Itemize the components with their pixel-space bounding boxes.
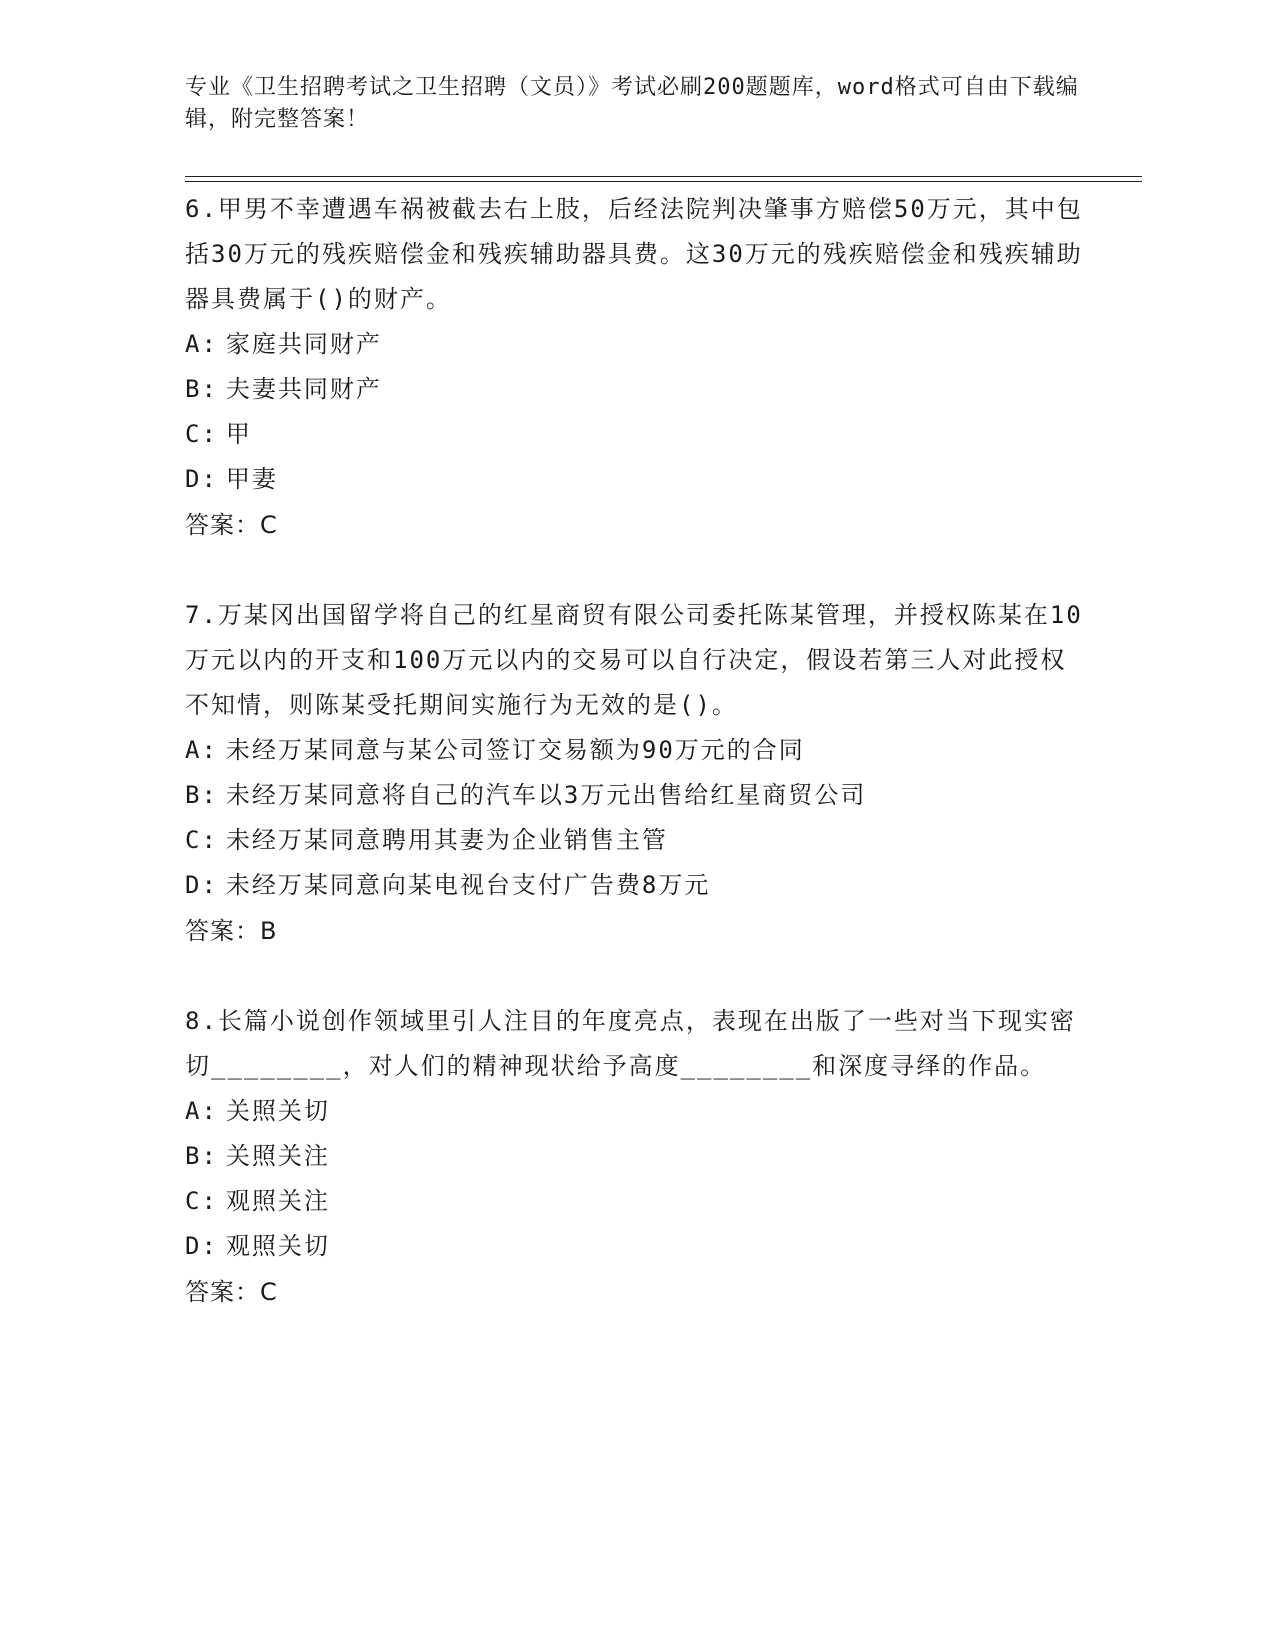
option-text: 未经万某同意聘用其妻为企业销售主管	[225, 826, 668, 854]
option-key: A:	[185, 330, 218, 358]
option-text: 夫妻共同财产	[225, 375, 382, 403]
option-text: 家庭共同财产	[225, 330, 382, 358]
option-key: C:	[185, 1187, 218, 1215]
option-key: D:	[185, 1232, 218, 1260]
option-d	[185, 457, 1085, 502]
answer-line: 答案：C	[185, 1278, 278, 1306]
option-a	[185, 728, 1085, 773]
option-key: C:	[185, 420, 218, 448]
question-stem: 8.长篇小说创作领域里引人注目的年度亮点，表现在出版了一些对当下现实密切________，对人们的精神现状给予高度________和深度寻绎的作品。	[185, 1007, 1076, 1080]
question-stem: 7.万某冈出国留学将自己的红星商贸有限公司委托陈某管理，并授权陈某在10万元以内的开支和100万元以内的交易可以自行决定，假设若第三人对此授权不知情，则陈某受托期间实施行为无效的是()。	[185, 601, 1083, 719]
option-d	[185, 1224, 1085, 1269]
option-b	[185, 1134, 1085, 1179]
question-6	[185, 187, 1085, 548]
option-text: 未经万某同意向某电视台支付广告费8万元	[225, 871, 711, 899]
option-key: A:	[185, 736, 218, 764]
option-d	[185, 863, 1085, 908]
option-b	[185, 773, 1085, 818]
option-text: 甲	[225, 420, 252, 448]
option-key: C:	[185, 826, 218, 854]
option-b	[185, 367, 1085, 412]
option-text: 观照关切	[225, 1232, 330, 1260]
header-divider-bottom	[185, 181, 1142, 182]
question-stem: 6.甲男不幸遭遇车祸被截去右上肢，后经法院判决肇事方赔偿50万元，其中包括30万元的残疾赔偿金和残疾辅助器具费。这30万元的残疾赔偿金和残疾辅助器具费属于()的财产。	[185, 195, 1083, 313]
header-divider-top	[185, 176, 1142, 177]
option-a	[185, 322, 1085, 367]
answer-line: 答案：B	[185, 917, 278, 945]
option-key: B:	[185, 781, 218, 809]
option-text: 关照关切	[225, 1097, 330, 1125]
option-c	[185, 1179, 1085, 1224]
option-key: B:	[185, 375, 218, 403]
option-key: D:	[185, 465, 218, 493]
option-key: B:	[185, 1142, 218, 1170]
option-text: 观照关注	[225, 1187, 330, 1215]
question-8	[185, 999, 1085, 1315]
option-a	[185, 1089, 1085, 1134]
option-text: 甲妻	[225, 465, 278, 493]
option-c	[185, 818, 1085, 863]
answer-line: 答案：C	[185, 511, 278, 539]
option-key: A:	[185, 1097, 218, 1125]
document-header: 专业《卫生招聘考试之卫生招聘（文员）》考试必刷200题题库，word格式可自由下载编辑，附完整答案！	[185, 75, 1079, 132]
option-key: D:	[185, 871, 218, 899]
option-c	[185, 412, 1085, 457]
option-text: 关照关注	[225, 1142, 330, 1170]
question-7	[185, 593, 1085, 954]
option-text: 未经万某同意与某公司签订交易额为90万元的合同	[225, 736, 805, 764]
option-text: 未经万某同意将自己的汽车以3万元出售给红星商贸公司	[225, 781, 867, 809]
